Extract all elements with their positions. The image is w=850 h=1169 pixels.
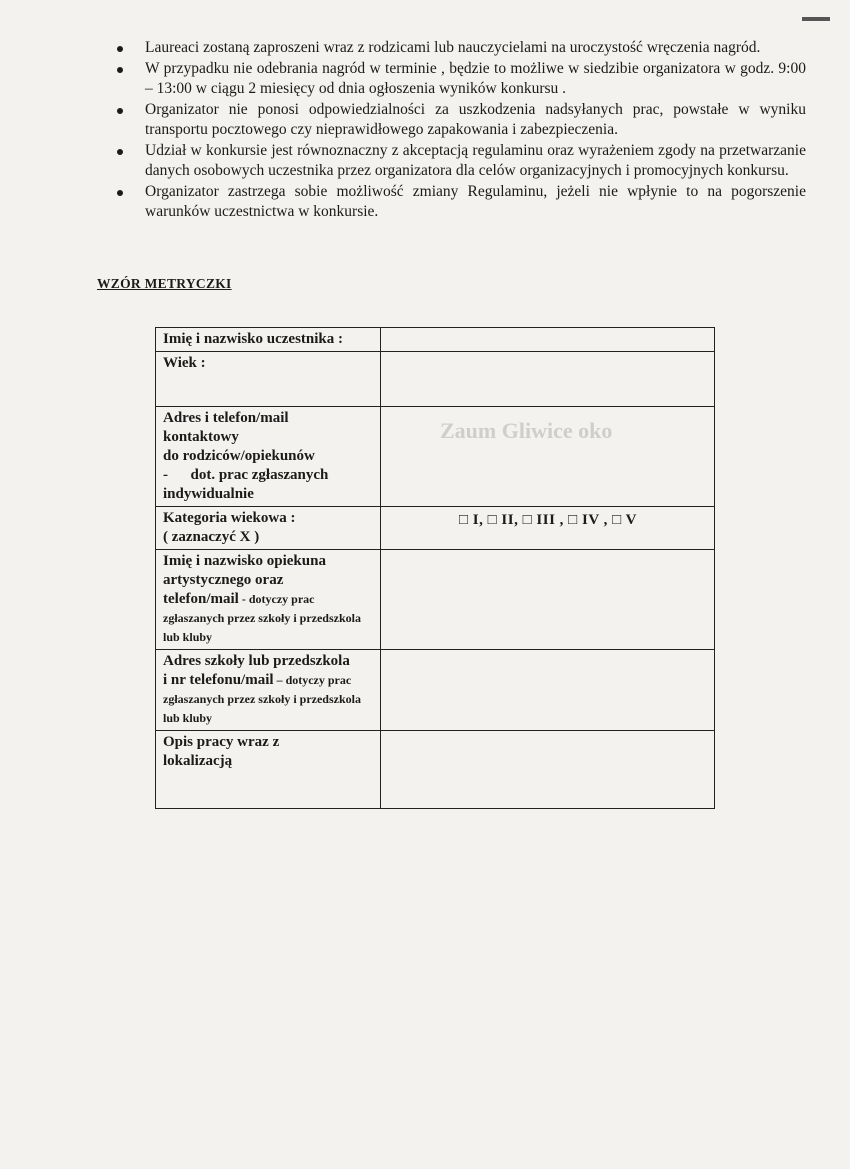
table-row bbox=[156, 352, 715, 407]
age-label: Wiek : bbox=[156, 352, 381, 407]
contact-address-field[interactable] bbox=[381, 407, 715, 507]
list-item: Organizator nie ponosi odpowiedzialności za uszkodzenia nadsyłanych prac, powstałe w wyniku transportu pocztowego czy nieprawidłowego zapakowania i zabezpieczenia. bbox=[112, 100, 806, 140]
bullet-icon bbox=[117, 67, 123, 73]
table-row bbox=[156, 650, 715, 731]
table-row bbox=[156, 328, 715, 352]
scan-mark bbox=[802, 17, 830, 21]
entry-form-table bbox=[155, 327, 715, 809]
work-description-field[interactable] bbox=[381, 731, 715, 809]
age-field[interactable] bbox=[381, 352, 715, 407]
bleed-through-title: Zaum Gliwice oko bbox=[440, 418, 613, 443]
list-item: Organizator zastrzega sobie możliwość zmiany Regulaminu, jeżeli nie wpłynie to na pogorszenie warunków uczestnictwa w konkursie. bbox=[112, 182, 806, 222]
school-address-field[interactable] bbox=[381, 650, 715, 731]
participant-name-field[interactable] bbox=[381, 328, 715, 352]
table-row bbox=[156, 407, 715, 507]
guardian-field[interactable] bbox=[381, 550, 715, 650]
age-category-checkboxes[interactable]: □ I, □ II, □ III , □ IV , □ V bbox=[381, 507, 715, 550]
list-item: W przypadku nie odebrania nagród w terminie , będzie to możliwe w siedzibie organizatora w godz. 9:00 – 13:00 w ciągu 2 miesięcy od dnia ogłoszenia wyników konkursu . bbox=[112, 59, 806, 99]
guardian-label: Imię i nazwisko opiekuna artystycznego oraz telefon/mail - dotyczy prac zgłaszanych przez szkoły i przedszkola lub kluby bbox=[156, 550, 381, 650]
table-row bbox=[156, 731, 715, 809]
bullet-icon bbox=[117, 46, 123, 52]
participant-name-label: Imię i nazwisko uczestnika : bbox=[156, 328, 381, 352]
work-description-label: Opis pracy wraz z lokalizacją bbox=[156, 731, 381, 809]
list-item: Udział w konkursie jest równoznaczny z akceptacją regulaminu oraz wyrażeniem zgody na przetwarzanie danych osobowych uczestnika przez organizatora dla celów organizacyjnych i promocyjnych konkursu. bbox=[112, 141, 806, 181]
bullet-icon bbox=[117, 108, 123, 114]
rules-list bbox=[112, 38, 806, 223]
list-item: Laureaci zostaną zaproszeni wraz z rodzicami lub nauczycielami na uroczystość wręczenia nagród. bbox=[112, 38, 806, 58]
table-row bbox=[156, 507, 715, 550]
school-address-label: Adres szkoły lub przedszkola i nr telefonu/mail – dotyczy prac zgłaszanych przez szkoły i przedszkola lub kluby bbox=[156, 650, 381, 731]
age-category-label: Kategoria wiekowa : ( zaznaczyć X ) bbox=[156, 507, 381, 550]
contact-address-label: Adres i telefon/mail kontaktowy do rodziców/opiekunów - dot. prac zgłaszanych indywidualnie bbox=[156, 407, 381, 507]
bullet-icon bbox=[117, 190, 123, 196]
table-row bbox=[156, 550, 715, 650]
bullet-icon bbox=[117, 149, 123, 155]
section-heading: WZÓR METRYCZKI bbox=[97, 276, 232, 291]
